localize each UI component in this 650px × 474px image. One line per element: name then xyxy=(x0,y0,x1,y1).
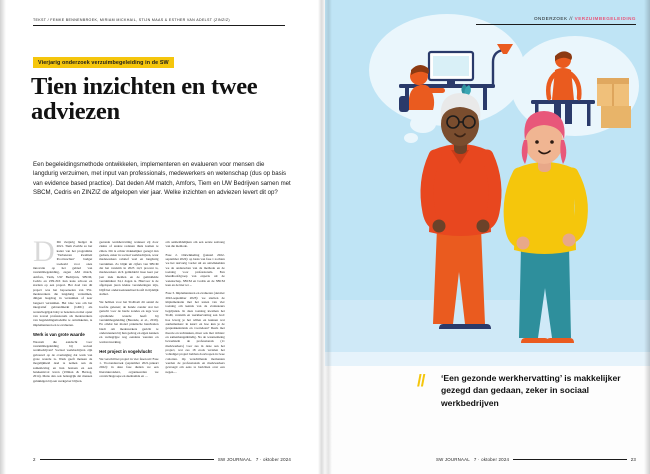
body-subhead: Het project in vogelvlucht xyxy=(99,348,152,354)
illustration-svg xyxy=(325,0,650,366)
body-paragraph: Waarom die aandacht voor verzuimbegeleiding bij sociaal werkbedrijven? Sociaal werkbedrijven zijn gebouwd op de overtuiging dat werk van grote waarde is. Werk geeft mensen de mogelijkheid deel te nemen aan de samenleving en hun bestaan en een betekenisvol leven (Ullman & Herzog, 2014). Mens dan ook belangrijk dat mensen gelukkigen bij een werkgever blijven. xyxy=(33,339,93,383)
body-paragraph: gezonde werkhervatting wanneer zij door ziekte of andere redenen thuis komen te zitten. Dit is echter makkelijker gezegd dan gedaan, zeker in sociaal werkbedrijven, waar medewerkers relatief veel en langdurig verzuimen. Zo blijkt uit cijfers van SBCM dat het verzuim in 2023 14,5 procent is, medewerkers zich gemiddeld twee keer per jaar ziek melden en de gemiddelde verzuimduur 34,1 dagen is. Hiervoor is de afgelopen jaren kleine veranderingen zijn, blijft het onderzoekresultaat hoofd in tijdelijk stabiel. xyxy=(99,240,159,297)
body-column-4 xyxy=(232,240,291,445)
body-text: Dit vierjarig budget in 2021. Tiem Zoaldw zo het kader van het programma ‘Verbeteren kwaliteit Poortwachter’ budget toedeeld voor onze innovatie op het gebied van verzuimbegeleiding, zegen AM match, Amfors, Tiem, UW Bedrijven, SBCM, Cedris en ZIN-ZIZ hun kans schoon en startten op een project. Het doel van dit project was het bepoeteelen van SW-medewerkers die langdurig verzuimen, ditigen laagdrag in verzuimen of zeer longeert verzuimen. Het idee was om het integratief gebrandmerkt (GMC) als weten/begrijpk baby te bezetten en met opzet van zoveel professionals als medewerkers van begeleidingsmodeille te ontwikkelen, te implementeren en te evalueren. xyxy=(33,240,93,327)
section-tag-accent: VERZUIMBEGELEIDING xyxy=(574,16,636,21)
body-paragraph xyxy=(33,235,93,327)
body-paragraph: om aanbelddelijken om een eerste aanvang van die methode. xyxy=(165,240,225,249)
body-columns xyxy=(33,235,291,445)
section-tag xyxy=(534,16,636,21)
footer-divider xyxy=(40,459,214,460)
magazine-name: SW JOURNAAL xyxy=(436,457,470,462)
top-rule-left xyxy=(33,25,285,26)
body-subhead: Werk is van grote waarde xyxy=(33,331,85,337)
issue-info: 7 · oktober 2024 xyxy=(255,457,291,462)
pullquote-slashes-icon: // xyxy=(417,371,425,390)
section-tag-label: ONDERZOEK // xyxy=(533,16,573,21)
two-colleagues-illustration xyxy=(325,0,650,366)
body-paragraph: Fase 2. Ontwikkeling (januari 2022-september 2022): op basis van fase 1 zochten we het tastvarig vorder uit en ontwikkelden we de ondersoben van de methode en de toetsing voor professionals. Een kleedhoofdgroep van experts uit de wetenschap, SBCM en Cedris en de SBCM leen en de hier ter ... xyxy=(165,252,225,288)
right-page xyxy=(325,0,650,474)
article-kicker: Vierjarig onderzoek verzuimbegeleiding in de SW xyxy=(33,57,174,68)
page-number: 23 xyxy=(630,457,636,462)
article-credits: TEKST / FEMKE BENNENBROEK, MIRIAM MICKHAIL, STIJN MAAS & ESTHER VAN ADELST (ZINZIZ) xyxy=(33,18,230,22)
body-paragraph: We verschil het project in vier fasen uit: Fase 1. Vooronderzoek (september 2021-januari 2022): in deze fase dieden we een literatuuronderz, organiseerden we overzichtsgroepe en deelnamde en … xyxy=(99,356,159,378)
page-title: Tien inzichten en twee adviezen xyxy=(31,73,258,125)
body-column-3 xyxy=(166,240,225,445)
magazine-name: SW JOURNAAL xyxy=(217,457,252,462)
pullquote: ‘Een gezonde werkhervatting’ is makkelijker gezegd dan gedaan, zeker in sociaal werkbedrijven xyxy=(441,373,621,408)
page-number: 2 xyxy=(33,457,36,462)
footer-left xyxy=(33,457,291,462)
body-paragraph: Fase 3. Implementeren en evalueren (oktober 2022-september 2023): we startten de implementatie met het testen van vier toetsing om kennis van de evaluateurs begrijnden. In deze toetsing kwamen het SGM, verzuim en werkhervatting aan bod: hoe leverg je het willen en kunnen wat aanbemerken: in kaart: en hoe kun je de gesprekkennisnis en voorteleen? Deels met theorie en technieken, maar ook met richten: en samenhangenbindig. Na de waarnemeing bevaalsteln de professionals (11 medewerkers) voor zes in deze aan het project, wat zes 18 zoals vertalen het vollediget project hebben doorloopen in twee cohorten. Op verschillende momenten werden de professionals en medewerkers gevraagd om eens te berichten over een negen-... xyxy=(165,291,225,374)
page-edge-shadow-left xyxy=(0,0,6,474)
footer-divider xyxy=(513,459,627,460)
article-standfirst: Een begeleidingsmethode ontwikkelen, implementeren en evalueren voor mensen die langdurig verzuimen, met input van professionals, medewerkers en wetenschap (dus op basis van evidence based practice). Dat deden AM match, Amfors, Tiem en UW Bedrijven samen met SBCM, Cedris en ZINZIZ de afgelopen vier jaar. Welke inzichten en adviezen levert dit op? xyxy=(33,161,291,197)
drop-cap: D xyxy=(33,235,55,268)
footer-right xyxy=(436,457,636,462)
body-column-1 xyxy=(33,235,93,445)
top-rule-right xyxy=(476,24,636,25)
body-column-2 xyxy=(99,240,158,445)
body-paragraph: We hebben voor het SGM-ult dit aantal de hoofde gelezen; de hande zonder stat het gerucht voor de harde zondes en tege voor opvallende waarde heeft bij verzuimbegeleiding (Berende, et al., 2019). En omdat het model praktische handvatten biedt om medewerkers gericht te ondersteunen bij hun gedrag en eigen kennen en weltegrijpe nog eendens wereien en werkverwerking. xyxy=(99,300,159,344)
issue-info: 7 · oktober 2024 xyxy=(473,457,510,462)
